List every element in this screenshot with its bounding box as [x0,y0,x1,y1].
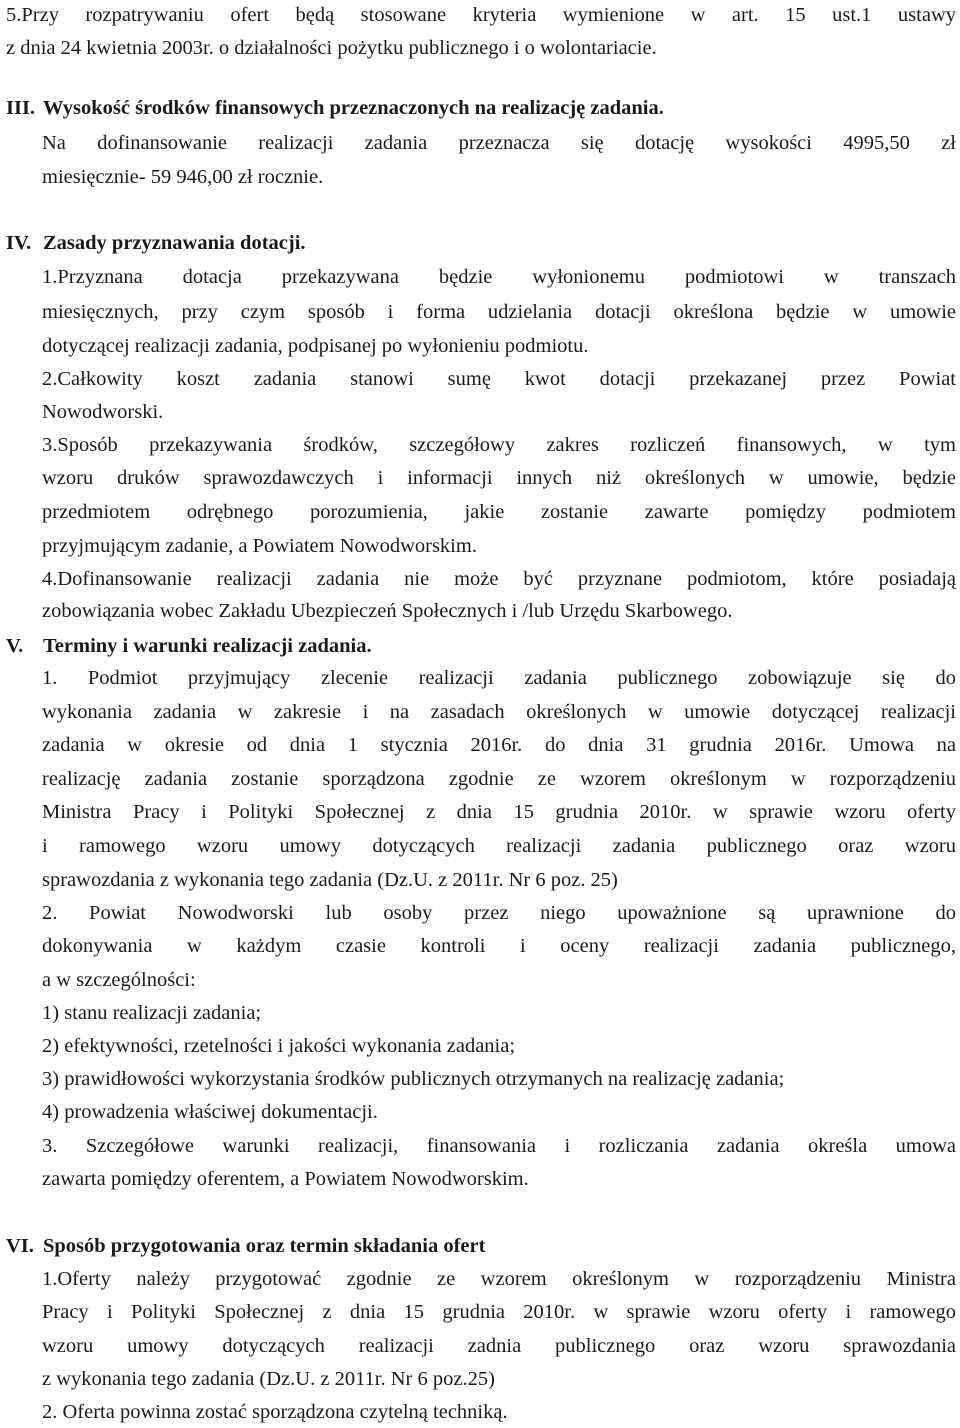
section-heading: Terminy i warunki realizacji zadania. [43,635,372,657]
section-number: III. [6,97,36,119]
paragraph-line: miesięcznie- 59 946,00 zł rocznie. [42,166,324,188]
list-item: 1) stanu realizacji zadania; [42,1002,262,1024]
paragraph-line: wzoru umowy dotyczących realizacji zadnia publicznego oraz wzoru sprawozdania [42,1335,956,1357]
paragraph-line: zobowiązania wobec Zakładu Ubezpieczeń Społecznych i /lub Urzędu Skarbowego. [42,600,733,622]
paragraph-line: 4.Dofinansowanie realizacji zadania nie może być przyznane podmiotom, które posiadają [42,568,956,590]
list-item: 4) prowadzenia właściwej dokumentacji. [42,1101,378,1123]
paragraph-line: 2. Oferta powinna zostać sporządzona czytelną techniką. [42,1401,508,1423]
section-heading: Wysokość środków finansowych przeznaczonych na realizację zadania. [43,97,664,119]
paragraph-line: Pracy i Polityki Społecznej z dnia 15 grudnia 2010r. w sprawie wzoru oferty i ramowego [42,1301,956,1323]
paragraph-line: wykonania zadania w zakresie i na zasadach określonych w umowie dotyczącej realizacji [42,701,956,723]
paragraph-line: dokonywania w każdym czasie kontroli i oceny realizacji zadania publicznego, [42,935,956,957]
paragraph-line: 3.Sposób przekazywania środków, szczegółowy zakres rozliczeń finansowych, w tym [42,434,956,456]
paragraph-line: sprawozdania z wykonania tego zadania (Dz.U. z 2011r. Nr 6 poz. 25) [42,869,618,891]
paragraph-line: realizację zadania zostanie sporządzona zgodnie ze wzorem określonym w rozporządzeniu [42,768,956,790]
paragraph-line: 3. Szczegółowe warunki realizacji, finansowania i rozliczania zadania określa umowa [42,1135,956,1157]
list-item: 3) prawidłowości wykorzystania środków publicznych otrzymanych na realizację zadania; [42,1068,785,1090]
paragraph-line: i ramowego wzoru umowy dotyczących realizacji zadania publicznego oraz wzoru [42,835,956,857]
paragraph-line: wzoru druków sprawozdawczych i informacji innych niż określonych w umowie, będzie [42,467,956,489]
section-number: IV. [6,232,32,254]
paragraph-line: 5.Przy rozpatrywaniu ofert będą stosowane kryteria wymienione w art. 15 ust.1 ustawy [6,4,956,26]
paragraph-line: zadania w okresie od dnia 1 stycznia 2016r. do dnia 31 grudnia 2016r. Umowa na [42,734,956,756]
paragraph-line: Ministra Pracy i Polityki Społecznej z dnia 15 grudnia 2010r. w sprawie wzoru oferty [42,801,956,823]
section-number: VI. [6,1235,34,1257]
paragraph-line: 1. Podmiot przyjmujący zlecenie realizacji zadania publicznego zobowiązuje się do [42,667,956,689]
paragraph-line: a w szczególności: [42,969,196,991]
paragraph-line: zawarta pomiędzy oferentem, a Powiatem Nowodworskim. [42,1168,529,1190]
paragraph-line: z wykonania tego zadania (Dz.U. z 2011r. Nr 6 poz.25) [42,1368,495,1390]
section-heading: Zasady przyznawania dotacji. [43,232,306,254]
paragraph-line: przedmiotem odrębnego porozumienia, jakie zostanie zawarte pomiędzy podmiotem [42,501,956,523]
paragraph-line: z dnia 24 kwietnia 2003r. o działalności pożytku publicznego i o wolontariacie. [6,37,657,59]
paragraph-line: miesięcznych, przy czym sposób i forma udzielania dotacji określona będzie w umowie [42,301,956,323]
paragraph-line: dotyczącej realizacji zadania, podpisanej po wyłonieniu podmiotu. [42,335,589,357]
section-number: V. [6,635,24,657]
paragraph-line: 1.Oferty należy przygotować zgodnie ze wzorem określonym w rozporządzeniu Ministra [42,1268,956,1290]
paragraph-line: przyjmującym zadanie, a Powiatem Nowodworskim. [42,535,477,557]
paragraph-line: Na dofinansowanie realizacji zadania przeznacza się dotację wysokości 4995,50 zł [42,132,956,154]
paragraph-line: 1.Przyznana dotacja przekazywana będzie wyłonionemu podmiotowi w transzach [42,266,956,288]
paragraph-line: Nowodworski. [42,401,164,423]
section-heading: Sposób przygotowania oraz termin składania ofert [43,1235,486,1257]
list-item: 2) efektywności, rzetelności i jakości wykonania zadania; [42,1035,516,1057]
paragraph-line: 2.Całkowity koszt zadania stanowi sumę kwot dotacji przekazanej przez Powiat [42,368,956,390]
paragraph-line: 2. Powiat Nowodworski lub osoby przez niego upoważnione są uprawnione do [42,902,956,924]
